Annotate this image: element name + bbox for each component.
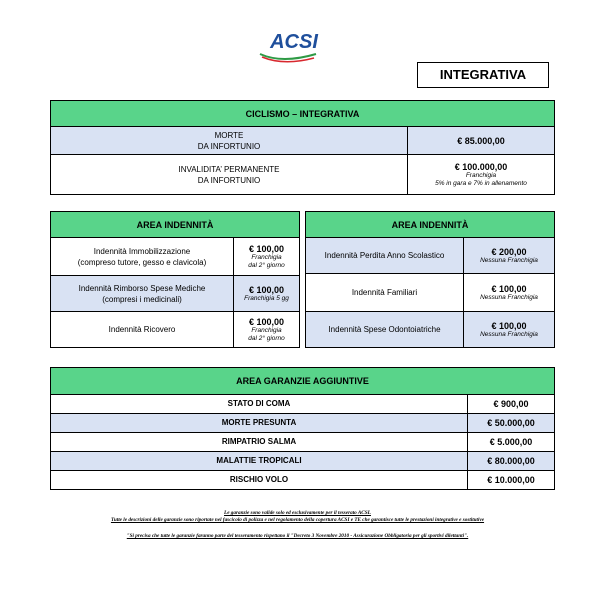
indemnity-label: Indennità Rimborso Spese Mediche (compresi i medicinali) — [51, 276, 234, 312]
table-row — [51, 471, 555, 490]
area-header: AREA INDENNITÀ — [51, 212, 300, 238]
guarantee-value: € 10.000,00 — [468, 471, 555, 490]
table-row — [51, 433, 555, 452]
indemnity-value: € 200,00 Nessuna Franchigia — [464, 238, 555, 274]
indemnity-value: € 100,00 Franchigia 5 gg — [234, 276, 300, 312]
guarantee-label: STATO DI COMA — [51, 395, 468, 414]
table-row — [51, 395, 555, 414]
ciclismo-table — [50, 100, 555, 195]
area-header: AREA INDENNITÀ — [306, 212, 555, 238]
table-row — [306, 238, 555, 274]
guarantee-label: MORTE PRESUNTA — [51, 414, 468, 433]
footer-line-3: "Si precisa che tutte le garanzie faranno parte del tesseramento rispettano il "Decreto 3 Novembre 2010 - Assicurazione Obbligatoria per gli sportivi dilettanti". — [126, 533, 469, 539]
indemnity-label: Indennità Familiari — [306, 274, 464, 312]
footer-line-1: Le garanzie sono valide solo ed esclusivamente per il tesserato ACSI. — [224, 510, 371, 516]
indemnity-value: € 100,00 Nessuna Franchigia — [464, 312, 555, 348]
indemnity-value: € 100,00 Franchigia dal 2° giorno — [234, 312, 300, 348]
left-indennita-table — [50, 211, 300, 348]
coverage-label: MORTE DA INFORTUNIO — [51, 127, 408, 155]
table-row — [306, 274, 555, 312]
guarantee-value: € 80.000,00 — [468, 452, 555, 471]
indemnity-label: Indennità Perdita Anno Scolastico — [306, 238, 464, 274]
guarantee-label: RIMPATRIO SALMA — [51, 433, 468, 452]
coverage-label: INVALIDITA’ PERMANENTE DA INFORTUNIO — [51, 155, 408, 195]
guarantee-value: € 900,00 — [468, 395, 555, 414]
table-row — [51, 414, 555, 433]
indemnity-value: € 100,00 Nessuna Franchigia — [464, 274, 555, 312]
right-indennita-table — [305, 211, 555, 348]
guarantee-value: € 50.000,00 — [468, 414, 555, 433]
coverage-value: € 100.000,00 Franchigia 5% in gara e 7% in allenamento — [408, 155, 555, 195]
guarantee-label: RISCHIO VOLO — [51, 471, 468, 490]
integrativa-badge: INTEGRATIVA — [417, 62, 549, 88]
indemnity-label: Indennità Ricovero — [51, 312, 234, 348]
table-row — [51, 312, 300, 348]
table-row — [51, 238, 300, 276]
table-row — [51, 127, 555, 155]
table-row — [51, 276, 300, 312]
guarantee-value: € 5.000,00 — [468, 433, 555, 452]
table-row — [51, 155, 555, 195]
ciclismo-header: CICLISMO – INTEGRATIVA — [51, 101, 555, 127]
indemnity-label: Indennità Spese Odontoiatriche — [306, 312, 464, 348]
coverage-value: € 85.000,00 — [408, 127, 555, 155]
indemnity-value: € 100,00 Franchigia dal 2° giorno — [234, 238, 300, 276]
footer-line-2: Tutte le descrizioni delle garanzie sono riportate nel fascicolo di polizza e nel regolamento della copertura ACSI e TE che garantisce tutte le prestazioni integrative e sostitutive — [110, 517, 485, 523]
table-row — [306, 312, 555, 348]
guarantee-label: MALATTIE TROPICALI — [51, 452, 468, 471]
garanzie-aggiuntive-table — [50, 367, 555, 490]
logo-text: ACSI — [270, 31, 318, 53]
acsi-logo — [254, 30, 334, 64]
indemnity-label: Indennità Immobilizzazione (compreso tutore, gesso e clavicola) — [51, 238, 234, 276]
garanzie-header: AREA GARANZIE AGGIUNTIVE — [51, 368, 555, 395]
table-row — [51, 452, 555, 471]
